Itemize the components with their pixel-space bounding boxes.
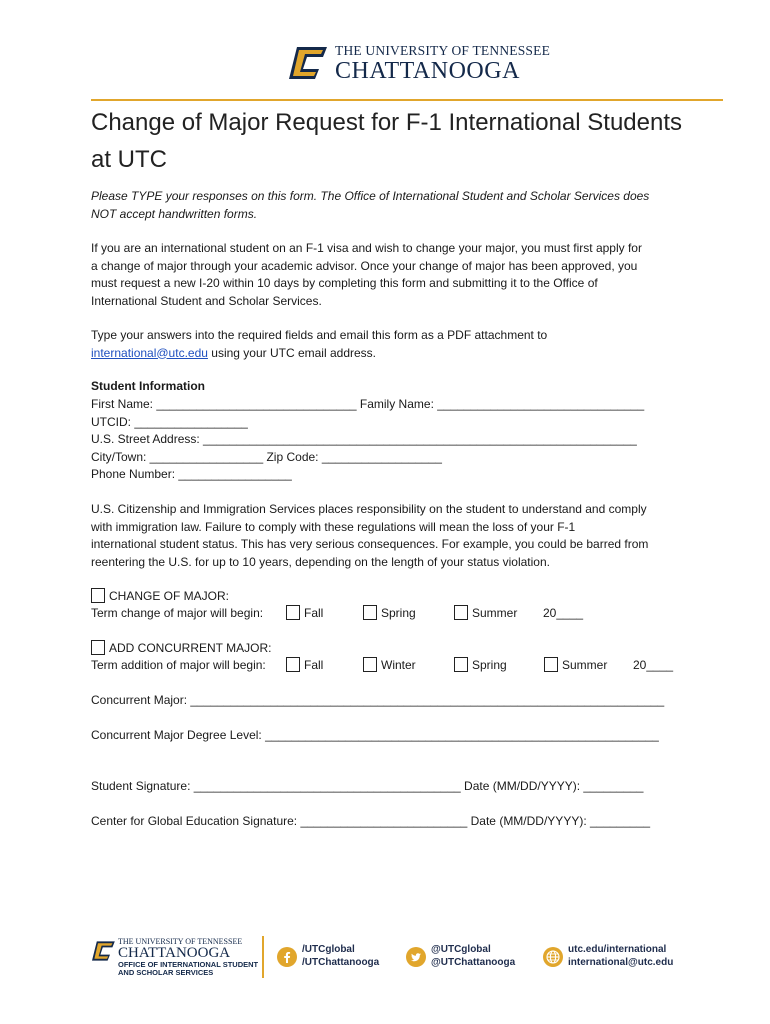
warning-line-2: with immigration law. Failure to comply with these regulations will mean the loss of your F-1	[91, 519, 576, 534]
concurrent-spring-label: Spring	[472, 658, 507, 672]
concurrent-spring-checkbox[interactable]	[454, 657, 468, 672]
concurrent-major-field[interactable]: Concurrent Major: _______________________________________________________________________	[91, 693, 665, 707]
warning-line-3: international student status. This has very serious consequences. For example, you could be barred from	[91, 537, 649, 551]
twitter-handle-1[interactable]: @UTCglobal	[431, 944, 491, 955]
change-of-major-label: CHANGE OF MAJOR:	[109, 589, 230, 603]
paragraph-1-line-3: must request a new I-20 within 10 days by completing this form and submitting it to the Office of	[91, 276, 598, 290]
change-term-label: Term change of major will begin:	[91, 606, 264, 620]
footer-logo	[92, 938, 258, 977]
concurrent-fall-option[interactable]	[286, 657, 323, 675]
change-fall-checkbox[interactable]	[286, 605, 300, 620]
paragraph-1-line-4: International Student and Scholar Services.	[91, 293, 322, 308]
title-line-2: at UTC	[91, 146, 168, 173]
concurrent-fall-checkbox[interactable]	[286, 657, 300, 672]
concurrent-summer-option[interactable]	[544, 657, 607, 675]
twitter-handle-2[interactable]: @UTChattanooga	[431, 956, 516, 968]
logo-university-text: THE UNIVERSITY OF TENNESSEE	[335, 43, 551, 58]
page-title	[91, 104, 711, 178]
footer-logo-sub-2: AND SCHOLAR SERVICES	[118, 968, 214, 977]
intro-italic-line-1: Please TYPE your responses on this form. The Office of International Student and Scholar Services does	[91, 189, 650, 203]
concurrent-term-label: Term addition of major will begin:	[91, 658, 266, 672]
footer-logo-sub-1: OFFICE OF INTERNATIONAL STUDENT	[118, 960, 259, 969]
footer-logo-top: THE UNIVERSITY OF TENNESSEE	[118, 937, 243, 946]
change-summer-option[interactable]	[454, 605, 517, 623]
phone-number-field[interactable]: Phone Number: _________________	[91, 467, 292, 481]
paragraph-2-line-2	[91, 345, 376, 363]
footer-divider	[262, 936, 264, 978]
concurrent-summer-label: Summer	[562, 658, 608, 672]
change-of-major-option[interactable]	[91, 588, 229, 606]
concurrent-winter-label: Winter	[381, 658, 416, 672]
paragraph-1-line-2: a change of major through your academic advisor. Once your change of major has been approved, you	[91, 258, 638, 273]
facebook-handle-2[interactable]: /UTChattanooga	[302, 956, 380, 968]
intro-italic-line-2: NOT accept handwritten forms.	[91, 206, 258, 221]
facebook-icon	[277, 947, 297, 967]
street-address-field[interactable]: U.S. Street Address: _________________________________________________________________	[91, 432, 637, 446]
change-summer-checkbox[interactable]	[454, 605, 468, 620]
cge-signature-field[interactable]: Center for Global Education Signature: _________________________ Date (MM/DD/YYYY): _________	[91, 814, 651, 828]
city-zip-field[interactable]: City/Town: _________________ Zip Code: __________________	[91, 449, 442, 464]
warning-line-1: U.S. Citizenship and Immigration Services places responsibility on the student to understand and comply	[91, 502, 647, 516]
add-concurrent-major-option[interactable]	[91, 640, 271, 658]
web-contact	[543, 944, 673, 969]
student-signature-field[interactable]: Student Signature: ________________________________________ Date (MM/DD/YYYY): _________	[91, 779, 644, 793]
change-spring-checkbox[interactable]	[363, 605, 377, 620]
web-address[interactable]: utc.edu/international	[568, 944, 667, 955]
concurrent-fall-label: Fall	[304, 658, 324, 672]
header-rule	[91, 99, 723, 101]
change-spring-option[interactable]	[363, 605, 416, 623]
email-link[interactable]: international@utc.edu	[91, 345, 208, 360]
add-concurrent-major-checkbox[interactable]	[91, 640, 105, 655]
facebook-contact	[277, 944, 379, 969]
globe-icon	[543, 947, 563, 967]
concurrent-summer-checkbox[interactable]	[544, 657, 558, 672]
change-year-field[interactable]: 20____	[543, 606, 584, 620]
logo-chattanooga-text: CHATTANOOGA	[335, 57, 520, 84]
concurrent-year-field[interactable]: 20____	[633, 658, 674, 672]
change-summer-label: Summer	[472, 606, 518, 620]
paragraph-1-line-1: If you are an international student on an F-1 visa and wish to change your major, you must first apply for	[91, 241, 642, 255]
concurrent-winter-option[interactable]	[363, 657, 416, 675]
first-family-name-field[interactable]: First Name: ______________________________ Family Name: _______________________________	[91, 397, 645, 411]
footer-logo-main: CHATTANOOGA	[118, 945, 231, 961]
utc-c-logo-icon	[289, 45, 329, 81]
paragraph-2-rest: using your UTC email address.	[207, 345, 377, 360]
change-spring-label: Spring	[381, 606, 416, 620]
web-email[interactable]: international@utc.edu	[568, 956, 674, 968]
utcid-field[interactable]: UTCID: _________________	[91, 414, 248, 429]
twitter-icon	[406, 947, 426, 967]
title-line-1: Change of Major Request for F-1 International Students	[91, 109, 682, 136]
change-fall-label: Fall	[304, 606, 324, 620]
facebook-handle-1[interactable]: /UTCglobal	[302, 944, 355, 955]
warning-line-4: reentering the U.S. for up to 10 years, depending on the length of your status violation.	[91, 554, 550, 569]
footer-utc-c-icon	[92, 940, 116, 962]
change-fall-option[interactable]	[286, 605, 323, 623]
degree-level-field[interactable]: Concurrent Major Degree Level: ___________________________________________________________	[91, 728, 659, 742]
utc-logo	[289, 44, 550, 83]
concurrent-winter-checkbox[interactable]	[363, 657, 377, 672]
twitter-contact	[406, 944, 515, 969]
add-concurrent-major-label: ADD CONCURRENT MAJOR:	[109, 641, 272, 655]
concurrent-spring-option[interactable]	[454, 657, 507, 675]
paragraph-2-line-1: Type your answers into the required fields and email this form as a PDF attachment to	[91, 328, 548, 342]
change-of-major-checkbox[interactable]	[91, 588, 105, 603]
student-info-heading: Student Information	[91, 379, 205, 393]
